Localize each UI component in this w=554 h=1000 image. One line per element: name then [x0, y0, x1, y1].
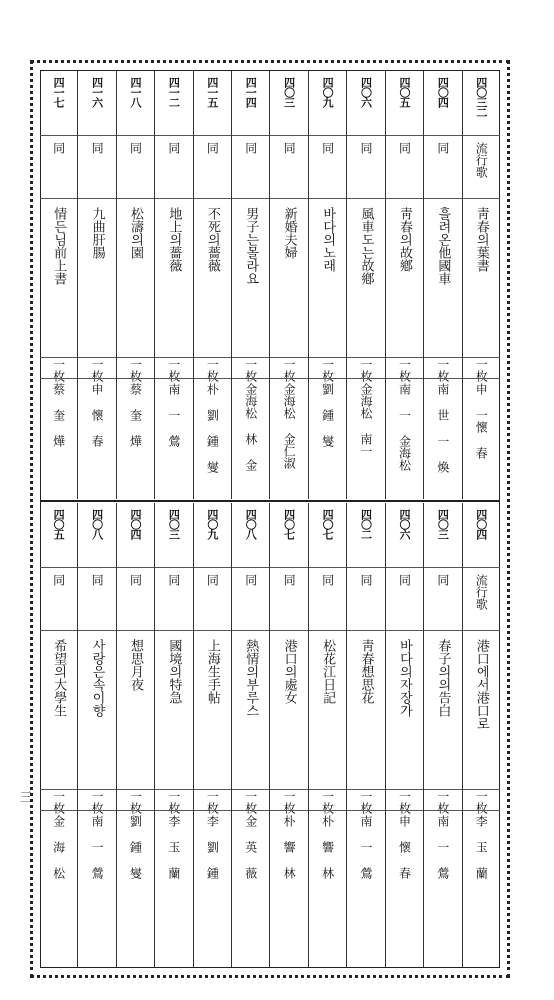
record-genre: 同	[397, 142, 412, 154]
record-count: 一枚	[205, 358, 220, 382]
record-count: 一枚	[397, 790, 412, 814]
page-number: 三	[20, 790, 33, 804]
record-performers: 南 一 鶯	[90, 815, 105, 879]
record-performers: 蔡 奎 燁	[51, 383, 66, 447]
record-count: 一枚	[474, 358, 489, 382]
record-number: 四一六	[90, 77, 104, 107]
record-number: 四一五	[205, 77, 219, 107]
record-title: 熱情의부루스	[243, 639, 259, 717]
record-performers: 朴 響 林	[320, 815, 335, 879]
record-count: 一枚	[320, 790, 335, 814]
record-title: 靑春의葉書	[473, 207, 489, 272]
record-number: 四〇七	[321, 509, 335, 539]
record-number: 四一八	[128, 77, 142, 107]
record-row	[462, 71, 500, 499]
record-performers: 南 一 鶯	[359, 815, 374, 879]
record-genre: 同	[435, 142, 450, 154]
record-row	[308, 71, 346, 499]
record-count: 一枚	[243, 790, 258, 814]
record-title: 地上의薔薇	[166, 207, 182, 272]
record-number: 四〇四	[474, 509, 488, 539]
record-row	[40, 503, 77, 967]
record-count: 一枚	[243, 358, 258, 382]
record-genre: 同	[243, 574, 258, 586]
record-genre: 同	[320, 142, 335, 154]
record-title: 春子의의告白	[435, 639, 451, 717]
record-performers: 金海松 南一	[359, 383, 374, 457]
record-row	[231, 71, 269, 499]
record-count: 一枚	[90, 790, 105, 814]
record-performers: 蔡 奎 燁	[128, 383, 143, 447]
record-number: 四〇七	[282, 509, 296, 539]
record-count: 一枚	[128, 358, 143, 382]
record-row	[154, 503, 192, 967]
bottom-record-list	[40, 503, 500, 967]
record-performers: 金 英 薇	[243, 815, 258, 879]
record-performers: 金海松 金仁淑	[282, 383, 297, 469]
record-title: 바다의자장가	[396, 639, 412, 717]
record-row	[462, 503, 500, 967]
record-title: 흘려온他國車	[435, 207, 451, 285]
record-row	[423, 503, 461, 967]
record-count: 一枚	[474, 790, 489, 814]
record-genre: 同	[166, 574, 181, 586]
record-genre: 同	[90, 574, 105, 586]
record-row	[308, 503, 346, 967]
record-genre: 同	[90, 142, 105, 154]
record-performers: 朴 劉 鍾 燮	[205, 383, 220, 473]
record-genre: 同	[282, 142, 297, 154]
record-row	[423, 71, 461, 499]
record-performers: 南 一 金海松	[397, 383, 412, 471]
record-performers: 申 一懷 春	[474, 383, 489, 459]
record-genre: 流行歌	[474, 574, 489, 610]
record-count: 一枚	[51, 790, 66, 814]
record-number: 四〇三	[167, 509, 181, 539]
record-count: 一枚	[359, 790, 374, 814]
middle-divider	[40, 500, 500, 502]
record-title: 靑春의故鄕	[396, 207, 412, 272]
record-genre: 同	[128, 142, 143, 154]
record-number: 四一二	[167, 77, 181, 107]
record-title: 九曲肝腸	[89, 207, 105, 259]
record-genre: 同	[51, 142, 66, 154]
record-number: 四〇三	[436, 509, 450, 539]
record-genre: 同	[205, 574, 220, 586]
record-genre: 流行歌	[474, 142, 489, 178]
record-count: 一枚	[397, 358, 412, 382]
record-count: 一枚	[166, 790, 181, 814]
record-title: 港口에서港口로	[473, 639, 489, 730]
record-count: 一枚	[435, 358, 450, 382]
record-row	[269, 503, 307, 967]
record-title: 바다의노래	[320, 207, 336, 272]
record-row	[116, 71, 154, 499]
record-genre: 同	[435, 574, 450, 586]
top-record-list	[40, 71, 500, 499]
record-row	[40, 71, 77, 499]
record-title: 松濤의園	[127, 207, 143, 259]
record-title: 風車도는故鄕	[358, 207, 374, 285]
record-count: 一枚	[51, 358, 66, 382]
record-performers: 劉 鍾 燮	[128, 815, 143, 879]
record-title: 靑春想思花	[358, 639, 374, 704]
record-genre: 同	[359, 574, 374, 586]
record-number: 四〇三二	[474, 77, 488, 117]
record-title: 國境의特急	[166, 639, 182, 704]
record-performers: 金海松 林 金	[243, 383, 258, 471]
record-count: 一枚	[320, 358, 335, 382]
record-row	[385, 503, 423, 967]
record-genre: 同	[282, 574, 297, 586]
record-genre: 同	[166, 142, 181, 154]
record-row	[116, 503, 154, 967]
record-row	[231, 503, 269, 967]
record-row	[77, 71, 115, 499]
record-number: 四〇二	[359, 509, 373, 539]
record-title: 想思月夜	[127, 639, 143, 691]
record-count: 一枚	[435, 790, 450, 814]
record-genre: 同	[51, 574, 66, 586]
record-row	[346, 503, 384, 967]
record-title: 上海生手帖	[204, 639, 220, 704]
record-title: 不死의薔薇	[204, 207, 220, 272]
record-row	[346, 71, 384, 499]
record-title: 港口의處女	[281, 639, 297, 704]
record-number: 四〇五	[52, 509, 66, 539]
record-count: 一枚	[128, 790, 143, 814]
record-title: 希望의大學生	[51, 639, 67, 717]
record-count: 一枚	[282, 358, 297, 382]
record-performers: 劉 鍾 燮	[320, 383, 335, 447]
record-title: 新婚夫婦	[281, 207, 297, 259]
record-title: 松花江日記	[320, 639, 336, 704]
record-number: 四〇五	[397, 77, 411, 107]
record-performers: 金 海 松	[51, 815, 66, 879]
record-genre: 同	[243, 142, 258, 154]
record-count: 一枚	[90, 358, 105, 382]
record-number: 四〇四	[128, 509, 142, 539]
record-genre: 同	[128, 574, 143, 586]
record-number: 四〇八	[244, 509, 258, 539]
record-performers: 申 懷 春	[397, 815, 412, 879]
record-number: 四一七	[52, 77, 66, 107]
record-number: 四〇六	[359, 77, 373, 107]
record-count: 一枚	[205, 790, 220, 814]
record-number: 四〇六	[397, 509, 411, 539]
record-title: 情든님前上書	[51, 207, 67, 285]
record-performers: 李 玉 蘭	[166, 815, 181, 879]
record-genre: 同	[359, 142, 374, 154]
record-count: 一枚	[359, 358, 374, 382]
record-genre: 同	[320, 574, 335, 586]
record-title: 사랑은속이향	[89, 639, 105, 717]
record-row	[154, 71, 192, 499]
record-count: 一枚	[282, 790, 297, 814]
record-number: 四〇三	[282, 77, 296, 107]
record-row	[269, 71, 307, 499]
record-title: 男子는몰라요	[243, 207, 259, 285]
record-performers: 朴 響 林	[282, 815, 297, 879]
record-row	[193, 71, 231, 499]
record-number: 四一四	[244, 77, 258, 107]
record-row	[385, 71, 423, 499]
record-performers: 申 懷 春	[90, 383, 105, 447]
record-row	[193, 503, 231, 967]
record-performers: 南 世 一 煥	[435, 383, 450, 473]
record-performers: 南 一 鶯	[435, 815, 450, 879]
record-number: 四〇四	[436, 77, 450, 107]
record-number: 四〇九	[321, 77, 335, 107]
record-count: 一枚	[166, 358, 181, 382]
record-performers: 李 玉 蘭	[474, 815, 489, 879]
record-performers: 南 一 鶯	[166, 383, 181, 447]
record-genre: 同	[205, 142, 220, 154]
record-number: 四〇八	[90, 509, 104, 539]
record-number: 四〇九	[205, 509, 219, 539]
record-performers: 李 劉 鍾	[205, 815, 220, 879]
record-row	[77, 503, 115, 967]
record-genre: 同	[397, 574, 412, 586]
